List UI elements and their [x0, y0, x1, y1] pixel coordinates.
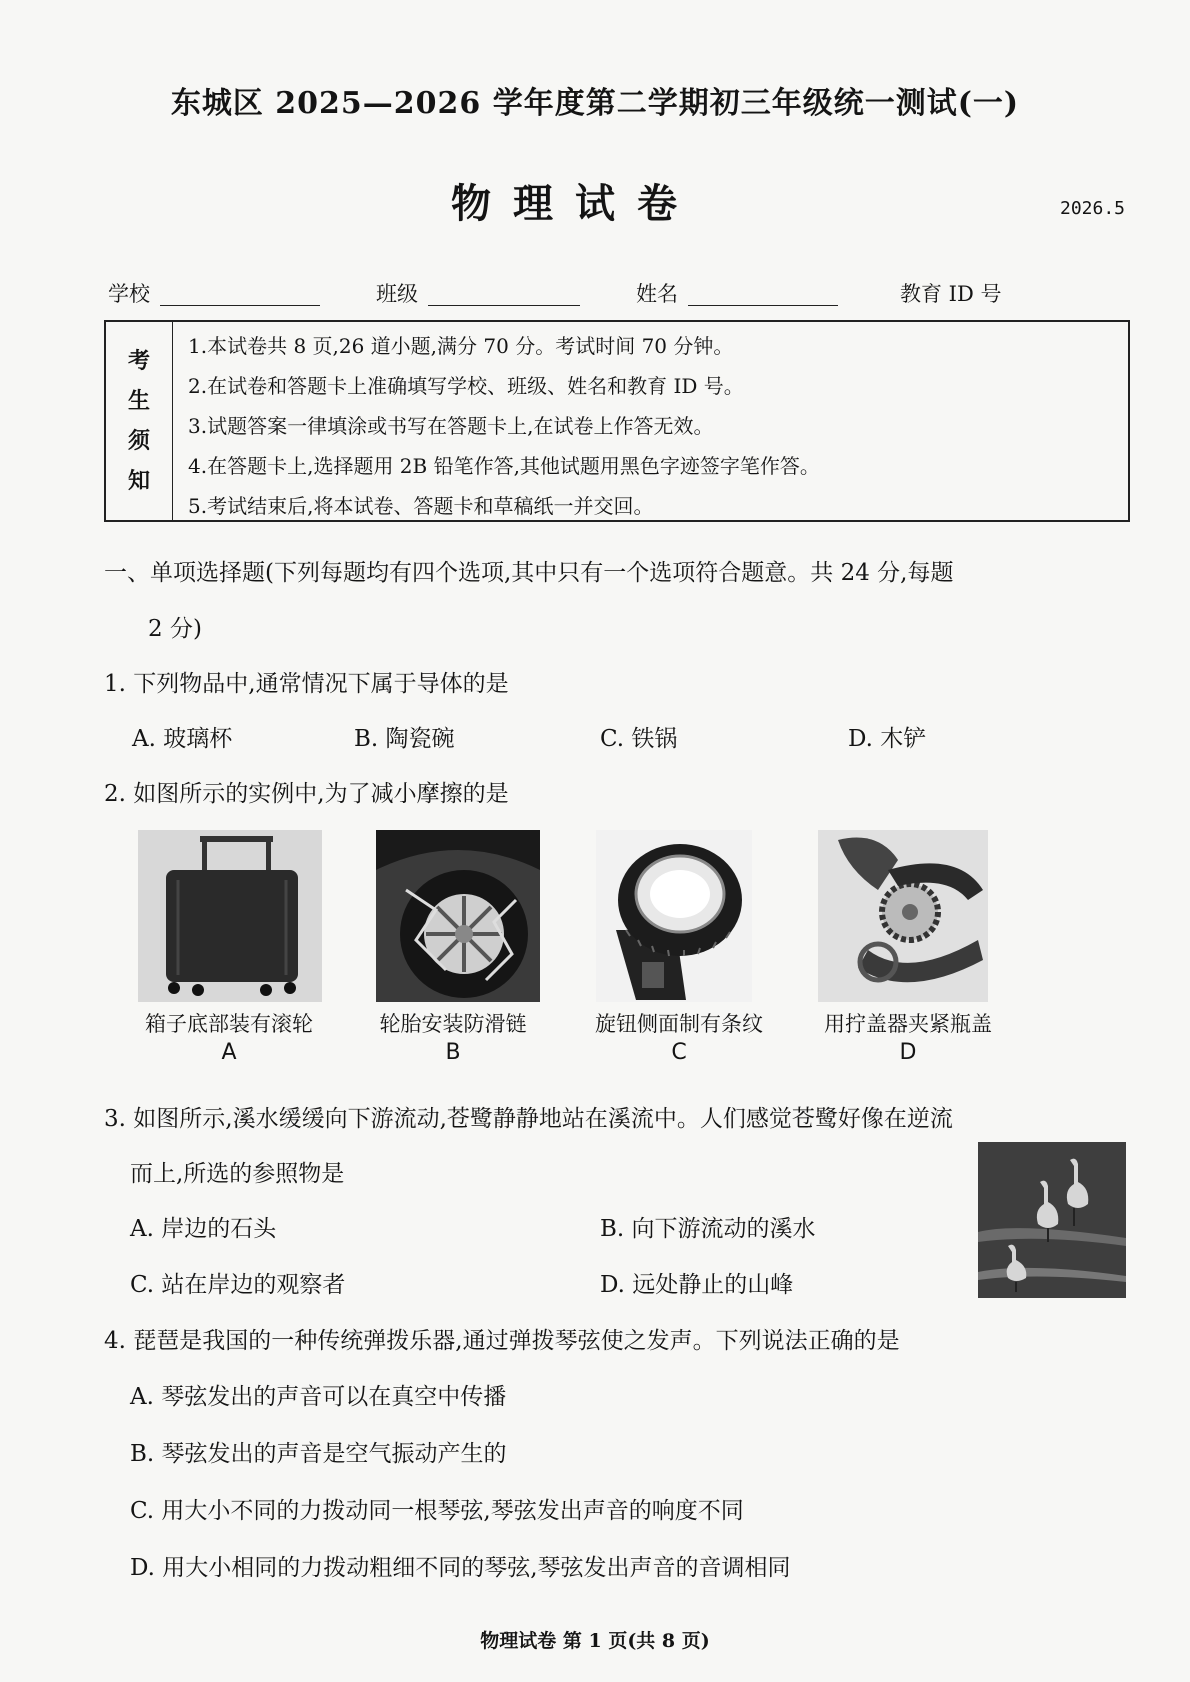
notice-item: 2.在试卷和答题卡上准确填写学校、班级、姓名和教育 ID 号。 — [188, 374, 744, 398]
question-2-stem: 2. 如图所示的实例中,为了减小摩擦的是 — [104, 781, 509, 807]
id-label: 教育 ID 号 — [900, 282, 1002, 306]
q3-option-b: B. 向下游流动的溪水 — [600, 1216, 816, 1242]
name-field[interactable] — [688, 305, 838, 306]
class-field[interactable] — [428, 305, 580, 306]
q4-option-d: D. 用大小相同的力拨动粗细不同的琴弦,琴弦发出声音的音调相同 — [130, 1555, 791, 1581]
notice-item: 3.试题答案一律填涂或书写在答题卡上,在试卷上作答无效。 — [188, 414, 714, 438]
page-footer: 物理试卷 第 1 页(共 8 页) — [480, 1630, 710, 1652]
q1-option-c: C. 铁锅 — [600, 726, 678, 752]
q3-option-d: D. 远处静止的山峰 — [600, 1272, 794, 1298]
q2-caption-a: 箱子底部装有滚轮 — [145, 1012, 313, 1036]
school-label: 学校 — [108, 282, 150, 306]
heron-image — [978, 1142, 1126, 1298]
q4-option-b: B. 琴弦发出的声音是空气振动产生的 — [130, 1441, 507, 1467]
q2-caption-b: 轮胎安装防滑链 — [379, 1012, 527, 1036]
q2-caption-d: 用拧盖器夹紧瓶盖 — [824, 1012, 992, 1036]
notice-item: 5.考试结束后,将本试卷、答题卡和草稿纸一并交回。 — [188, 494, 654, 518]
question-1-stem: 1. 下列物品中,通常情况下属于导体的是 — [104, 671, 509, 697]
q2-letter-b: B — [445, 1040, 461, 1065]
bottle-opener-image — [818, 830, 988, 1002]
notice-label-char: 考 — [127, 348, 150, 374]
knob-image — [596, 830, 752, 1002]
q2-letter-a: A — [221, 1040, 237, 1065]
q1-option-b: B. 陶瓷碗 — [354, 726, 455, 752]
notice-label-char: 须 — [127, 428, 150, 454]
q1-option-a: A. 玻璃杯 — [132, 726, 233, 752]
exam-date: 2026.5 — [1060, 198, 1126, 219]
q4-option-c: C. 用大小不同的力拨动同一根琴弦,琴弦发出声音的响度不同 — [130, 1498, 744, 1524]
notice-label-char: 生 — [127, 388, 150, 414]
name-label: 姓名 — [636, 282, 678, 306]
tire-chain-image — [376, 830, 540, 1002]
class-label: 班级 — [376, 282, 418, 306]
q1-option-d: D. 木铲 — [848, 726, 927, 752]
section-heading-cont: 2 分) — [148, 616, 202, 642]
section-heading: 一、单项选择题(下列每题均有四个选项,其中只有一个选项符合题意。共 24 分,每题 — [104, 560, 954, 586]
q4-option-a: A. 琴弦发出的声音可以在真空中传播 — [130, 1384, 507, 1410]
notice-label — [106, 322, 173, 520]
exam-title: 东城区 2025—2026 学年度第二学期初三年级统一测试(一) — [170, 86, 1020, 121]
question-4-stem: 4. 琵琶是我国的一种传统弹拨乐器,通过弹拨琴弦使之发声。下列说法正确的是 — [104, 1328, 900, 1354]
question-3-stem: 3. 如图所示,溪水缓缓向下游流动,苍鹭静静地站在溪流中。人们感觉苍鹭好像在逆流 — [104, 1106, 953, 1132]
school-field[interactable] — [160, 305, 320, 306]
q3-option-c: C. 站在岸边的观察者 — [130, 1272, 346, 1298]
notice-box — [104, 320, 1130, 522]
exam-subtitle: 物理试卷 — [451, 180, 699, 227]
notice-list — [188, 326, 820, 526]
notice-item: 4.在答题卡上,选择题用 2B 铅笔作答,其他试题用黑色字迹签字笔作答。 — [188, 454, 820, 478]
notice-item: 1.本试卷共 8 页,26 道小题,满分 70 分。考试时间 70 分钟。 — [188, 334, 734, 358]
suitcase-image — [138, 830, 322, 1002]
question-3-stem-cont: 而上,所选的参照物是 — [130, 1161, 345, 1187]
notice-label-char: 知 — [127, 468, 150, 494]
q2-letter-c: C — [671, 1040, 687, 1065]
q3-option-a: A. 岸边的石头 — [130, 1216, 277, 1242]
q2-letter-d: D — [899, 1040, 917, 1065]
q2-caption-c: 旋钮侧面制有条纹 — [595, 1012, 763, 1036]
